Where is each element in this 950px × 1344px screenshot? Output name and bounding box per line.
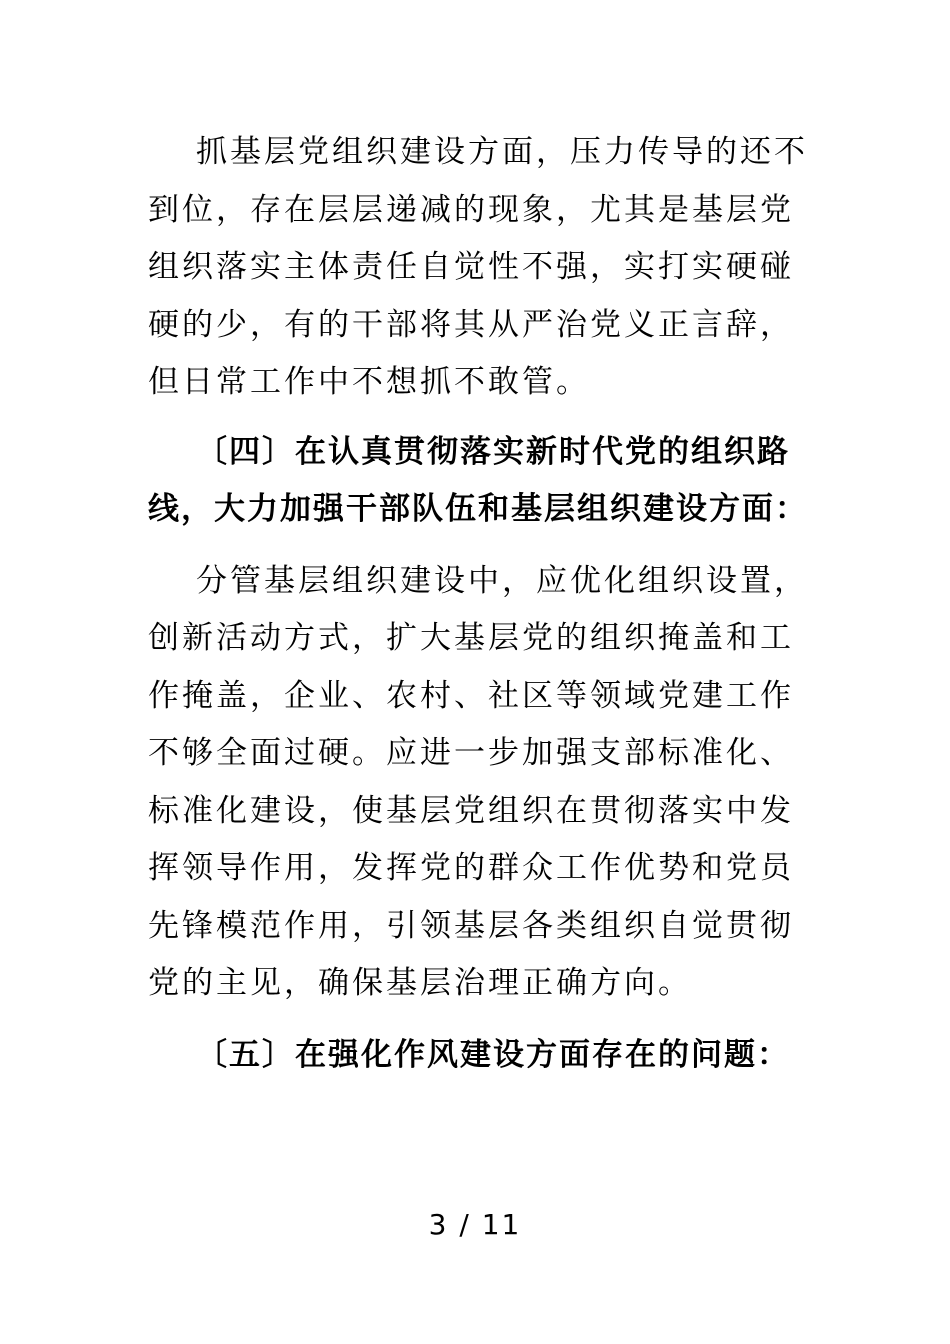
text-line: 组织落实主体责任自觉性不强，实打实硬碰 bbox=[148, 249, 794, 285]
text-line: 硬的少，有的干部将其从严治党义正言辞， bbox=[148, 306, 794, 343]
paragraph-grassroots-pressure bbox=[148, 124, 808, 412]
text-line: 标准化建设，使基层党组织在贯彻落实中发 bbox=[148, 792, 794, 829]
text-line: 创新活动方式，扩大基层党的组织掩盖和工 bbox=[148, 620, 794, 656]
text-line: 不够全面过硬。应进一步加强支部标准化、 bbox=[148, 735, 794, 771]
section-heading-4 bbox=[148, 424, 808, 539]
document-body bbox=[148, 124, 808, 1084]
text-line: 先锋模范作用，引领基层各类组织自觉贯彻 bbox=[148, 907, 794, 944]
heading-line: 线，大力加强干部队伍和基层组织建设方面： bbox=[148, 491, 808, 527]
paragraph-organization-building bbox=[148, 553, 808, 1013]
text-line: 但日常工作中不想抓不敢管。 bbox=[148, 364, 590, 400]
text-line: 党的主见，确保基层治理正确方向。 bbox=[148, 965, 692, 1001]
heading-line: 〔四〕在认真贯彻落实新时代党的组织路 bbox=[196, 433, 790, 470]
heading-line: 〔五〕在强化作风建设方面存在的问题： bbox=[196, 1036, 790, 1073]
text-line: 抓基层党组织建设方面，压力传导的还不 bbox=[196, 134, 808, 170]
text-line: 作掩盖，企业、农村、社区等领域党建工作 bbox=[148, 677, 794, 714]
text-line: 到位，存在层层递减的现象，尤其是基层党 bbox=[148, 191, 794, 228]
text-line: 分管基层组织建设中，应优化组织设置， bbox=[196, 562, 808, 599]
text-line: 挥领导作用，发挥党的群众工作优势和党员 bbox=[148, 850, 794, 886]
section-heading-5 bbox=[148, 1027, 808, 1085]
page-number: 3 / 11 bbox=[428, 1208, 522, 1241]
